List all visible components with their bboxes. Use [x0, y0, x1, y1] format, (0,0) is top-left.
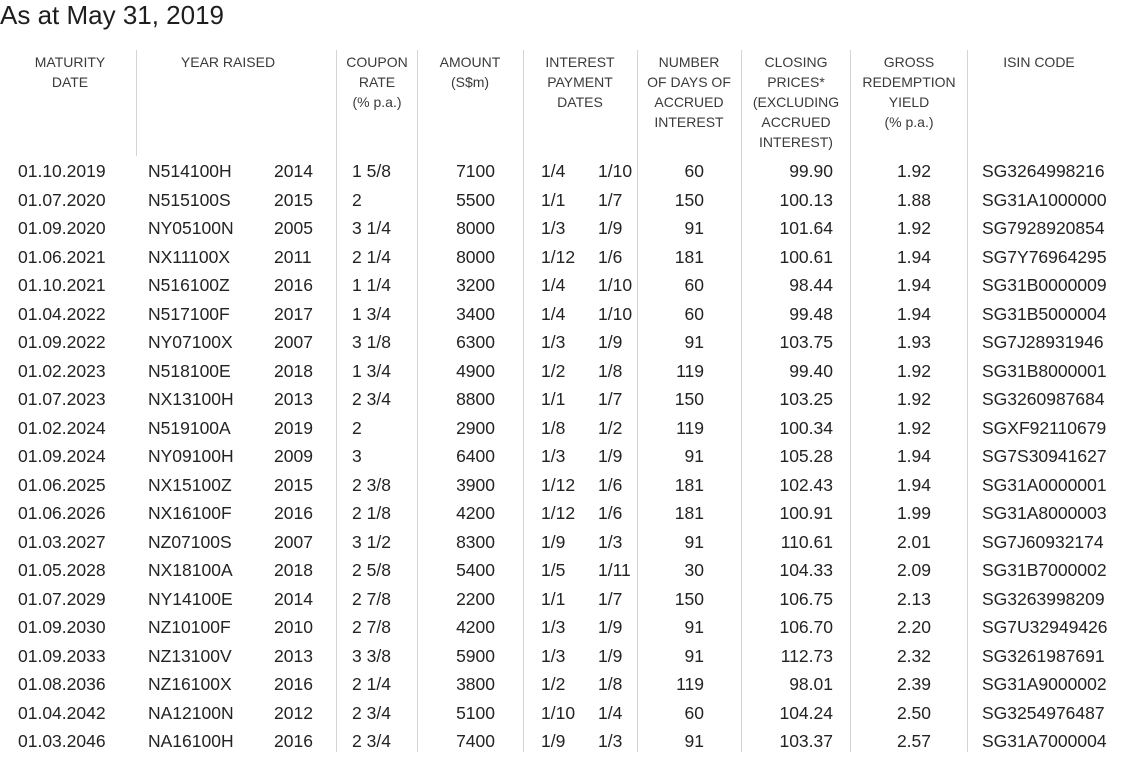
interest-date-1-cell: 1/4 [541, 275, 566, 295]
maturity-date-cell: 01.09.2024 [18, 446, 106, 466]
interest-date-2-cell: 1/6 [598, 503, 623, 523]
interest-date-2-cell: 1/7 [598, 588, 623, 609]
isin-code-cell: SG3254976487 [982, 702, 1105, 723]
isin-code-cell: SG7J60932174 [982, 531, 1104, 552]
issue-code-cell: NZ10100F [148, 617, 231, 637]
amount-cell: 8800 [456, 389, 495, 409]
amount-cell: 4200 [456, 617, 495, 637]
redemption-yield-cell: 1.94 [896, 446, 931, 466]
closing-price-cell: 110.61 [780, 531, 833, 552]
isin-code-cell: SG31A1000000 [982, 189, 1107, 210]
coupon-rate-cell: 2 [352, 417, 362, 438]
accrued-days-cell: 91 [684, 617, 704, 637]
redemption-yield-cell: 2.20 [896, 617, 931, 637]
year-raised-cell: 2007 [274, 332, 313, 352]
closing-price-cell: 98.44 [789, 275, 833, 295]
accrued-days-cell: 91 [684, 218, 704, 238]
redemption-yield-cell: 1.94 [896, 474, 931, 495]
issue-code-cell: NY09100H [148, 446, 234, 466]
interest-date-2-cell: 1/10 [598, 161, 633, 181]
interest-date-2-cell: 1/6 [598, 474, 623, 495]
year-raised-cell: 2018 [274, 360, 313, 381]
redemption-yield-cell: 2.32 [896, 645, 931, 666]
redemption-yield-cell: 1.92 [896, 389, 931, 409]
year-raised-cell: 2009 [274, 446, 313, 466]
closing-price-cell: 102.43 [779, 474, 833, 495]
bond-table-body [0, 157, 1140, 756]
redemption-yield-cell: 2.01 [896, 531, 931, 552]
closing-price-cell: 112.73 [780, 645, 833, 666]
issue-code-cell: N514100H [148, 161, 232, 181]
coupon-rate-cell: 2 3/4 [352, 702, 391, 723]
coupon-rate-cell: 1 5/8 [352, 161, 391, 181]
accrued-days-cell: 60 [684, 161, 704, 181]
coupon-rate-cell: 2 3/4 [352, 731, 391, 751]
table-row [0, 186, 1140, 215]
closing-price-cell: 103.37 [779, 731, 833, 751]
header-interest-payment-dates: INTEREST PAYMENT DATES [545, 54, 615, 110]
accrued-days-cell: 91 [684, 731, 704, 751]
accrued-days-cell: 150 [674, 189, 704, 210]
issue-code-cell: NX16100F [148, 503, 232, 523]
accrued-days-cell: 60 [684, 702, 704, 723]
coupon-rate-cell: 1 3/4 [352, 303, 391, 324]
header-maturity-date: MATURITY DATE [34, 54, 106, 90]
isin-code-cell: SG7Y76964295 [982, 246, 1107, 267]
table-row [0, 727, 1140, 756]
page-title: As at May 31, 2019 [0, 0, 225, 30]
year-raised-cell: 2016 [274, 674, 313, 694]
issue-code-cell: NY07100X [148, 332, 233, 352]
closing-price-cell: 101.64 [779, 218, 833, 238]
table-row [0, 613, 1140, 642]
redemption-yield-cell: 2.50 [896, 702, 931, 723]
accrued-days-cell: 91 [684, 332, 704, 352]
closing-price-cell: 100.91 [779, 503, 833, 523]
table-row [0, 300, 1140, 329]
accrued-days-cell: 91 [684, 645, 704, 666]
maturity-date-cell: 01.06.2021 [18, 246, 106, 267]
year-raised-cell: 2011 [274, 246, 312, 267]
issue-code-cell: NZ16100X [148, 674, 232, 694]
amount-cell: 8000 [456, 246, 495, 267]
closing-price-cell: 99.90 [789, 161, 833, 181]
issue-code-cell: NX11100X [148, 246, 231, 267]
year-raised-cell: 2010 [274, 617, 313, 637]
interest-date-1-cell: 1/3 [541, 218, 566, 238]
column-divider [136, 50, 137, 156]
coupon-rate-cell: 2 7/8 [352, 588, 391, 609]
issue-code-cell: NY14100E [148, 588, 233, 609]
interest-date-2-cell: 1/10 [598, 275, 633, 295]
issue-code-cell: NX15100Z [148, 474, 232, 495]
table-row [0, 670, 1140, 699]
coupon-rate-cell: 1 3/4 [352, 360, 391, 381]
isin-code-cell: SG31A9000002 [982, 674, 1107, 694]
amount-cell: 3200 [456, 275, 495, 295]
maturity-date-cell: 01.02.2023 [18, 360, 106, 381]
issue-code-cell: NX13100H [148, 389, 234, 409]
interest-date-1-cell: 1/9 [541, 531, 566, 552]
table-row [0, 699, 1140, 728]
amount-cell: 5400 [456, 560, 495, 580]
issue-code-cell: N517100F [148, 303, 230, 324]
accrued-days-cell: 181 [674, 503, 704, 523]
isin-code-cell: SG3261987691 [982, 645, 1105, 666]
year-raised-cell: 2007 [274, 531, 313, 552]
table-row [0, 357, 1140, 386]
redemption-yield-cell: 1.92 [896, 360, 931, 381]
table-row [0, 214, 1140, 243]
maturity-date-cell: 01.10.2021 [18, 275, 106, 295]
table-row [0, 499, 1140, 528]
maturity-date-cell: 01.09.2033 [18, 645, 106, 666]
redemption-yield-cell: 1.88 [896, 189, 931, 210]
maturity-date-cell: 01.05.2028 [18, 560, 106, 580]
header-amount: AMOUNT (S$m) [439, 54, 501, 90]
issue-code-cell: NA12100N [148, 702, 234, 723]
accrued-days-cell: 30 [684, 560, 704, 580]
table-row [0, 414, 1140, 443]
accrued-days-cell: 60 [684, 303, 704, 324]
maturity-date-cell: 01.03.2046 [18, 731, 106, 751]
header-closing-prices: CLOSING PRICES* (EXCLUDING ACCRUED INTEREST) [752, 54, 840, 150]
year-raised-cell: 2018 [274, 560, 313, 580]
interest-date-2-cell: 1/6 [598, 246, 623, 267]
accrued-days-cell: 91 [684, 531, 704, 552]
closing-price-cell: 104.33 [779, 560, 833, 580]
year-raised-cell: 2005 [274, 218, 313, 238]
year-raised-cell: 2014 [274, 588, 313, 609]
isin-code-cell: SG31A8000003 [982, 503, 1107, 523]
closing-price-cell: 99.48 [789, 303, 833, 324]
interest-date-1-cell: 1/9 [541, 731, 566, 751]
closing-price-cell: 103.25 [779, 389, 833, 409]
header-gross-redemption-yield: GROSS REDEMPTION YIELD (% p.a.) [862, 54, 956, 130]
isin-code-cell: SG7S30941627 [982, 446, 1107, 466]
maturity-date-cell: 01.07.2023 [18, 389, 106, 409]
interest-date-1-cell: 1/1 [541, 588, 566, 609]
year-raised-cell: 2017 [274, 303, 313, 324]
amount-cell: 2900 [456, 417, 495, 438]
maturity-date-cell: 01.06.2025 [18, 474, 106, 495]
isin-code-cell: SG31B7000002 [982, 560, 1107, 580]
issue-code-cell: N516100Z [148, 275, 230, 295]
interest-date-1-cell: 1/10 [541, 702, 576, 723]
year-raised-cell: 2012 [274, 702, 313, 723]
redemption-yield-cell: 2.57 [896, 731, 931, 751]
redemption-yield-cell: 1.94 [896, 275, 931, 295]
maturity-date-cell: 01.09.2020 [18, 218, 106, 238]
amount-cell: 4200 [456, 503, 495, 523]
interest-date-1-cell: 1/12 [541, 503, 576, 523]
accrued-days-cell: 181 [674, 246, 704, 267]
year-raised-cell: 2014 [274, 161, 313, 181]
issue-code-cell: NZ07100S [148, 531, 232, 552]
header-year-raised: YEAR RAISED [180, 54, 276, 70]
interest-date-1-cell: 1/8 [541, 417, 566, 438]
interest-date-1-cell: 1/3 [541, 617, 566, 637]
header-coupon-rate: COUPON RATE (% p.a.) [346, 54, 408, 110]
maturity-date-cell: 01.06.2026 [18, 503, 106, 523]
year-raised-cell: 2016 [274, 731, 313, 751]
interest-date-2-cell: 1/2 [598, 417, 623, 438]
closing-price-cell: 99.40 [789, 360, 833, 381]
interest-date-1-cell: 1/5 [541, 560, 566, 580]
isin-code-cell: SG31A0000001 [982, 474, 1107, 495]
maturity-date-cell: 01.04.2042 [18, 702, 106, 723]
year-raised-cell: 2013 [274, 389, 313, 409]
interest-date-1-cell: 1/2 [541, 674, 566, 694]
coupon-rate-cell: 2 3/4 [352, 389, 391, 409]
header-isin-code: ISIN CODE [1003, 54, 1075, 70]
table-row [0, 271, 1140, 300]
isin-code-cell: SGXF92110679 [982, 417, 1107, 438]
isin-code-cell: SG7928920854 [982, 218, 1105, 238]
coupon-rate-cell: 2 1/4 [352, 674, 391, 694]
amount-cell: 7100 [456, 161, 495, 181]
accrued-days-cell: 60 [684, 275, 704, 295]
closing-price-cell: 100.61 [779, 246, 833, 267]
amount-cell: 4900 [456, 360, 495, 381]
redemption-yield-cell: 1.94 [896, 246, 931, 267]
amount-cell: 5500 [456, 189, 495, 210]
interest-date-2-cell: 1/10 [598, 303, 633, 324]
issue-code-cell: NZ13100V [148, 645, 232, 666]
interest-date-2-cell: 1/7 [598, 189, 623, 210]
table-row [0, 471, 1140, 500]
year-raised-cell: 2015 [274, 189, 313, 210]
closing-price-cell: 106.75 [779, 588, 833, 609]
issue-code-cell: N519100A [148, 417, 231, 438]
year-raised-cell: 2016 [274, 503, 313, 523]
year-raised-cell: 2015 [274, 474, 313, 495]
redemption-yield-cell: 1.93 [896, 332, 931, 352]
isin-code-cell: SG3260987684 [982, 389, 1105, 409]
table-row [0, 328, 1140, 357]
amount-cell: 2200 [456, 588, 495, 609]
coupon-rate-cell: 1 1/4 [352, 275, 391, 295]
table-row [0, 528, 1140, 557]
amount-cell: 8000 [456, 218, 495, 238]
interest-date-1-cell: 1/4 [541, 303, 566, 324]
coupon-rate-cell: 3 1/4 [352, 218, 391, 238]
maturity-date-cell: 01.10.2019 [18, 161, 106, 181]
redemption-yield-cell: 1.92 [896, 218, 931, 238]
interest-date-1-cell: 1/3 [541, 645, 566, 666]
isin-code-cell: SG7U32949426 [982, 617, 1108, 637]
interest-date-1-cell: 1/12 [541, 246, 576, 267]
coupon-rate-cell: 3 [352, 446, 362, 466]
redemption-yield-cell: 2.13 [896, 588, 931, 609]
interest-date-1-cell: 1/2 [541, 360, 566, 381]
isin-code-cell: SG31B8000001 [982, 360, 1107, 381]
amount-cell: 3800 [456, 674, 495, 694]
coupon-rate-cell: 2 7/8 [352, 617, 391, 637]
interest-date-2-cell: 1/9 [598, 645, 623, 666]
isin-code-cell: SG31A7000004 [982, 731, 1107, 751]
coupon-rate-cell: 2 1/8 [352, 503, 391, 523]
interest-date-2-cell: 1/3 [598, 531, 623, 552]
issue-code-cell: NY05100N [148, 218, 234, 238]
maturity-date-cell: 01.09.2022 [18, 332, 106, 352]
interest-date-1-cell: 1/3 [541, 332, 566, 352]
maturity-date-cell: 01.04.2022 [18, 303, 106, 324]
coupon-rate-cell: 2 5/8 [352, 560, 391, 580]
isin-code-cell: SG31B5000004 [982, 303, 1107, 324]
issue-code-cell: N515100S [148, 189, 231, 210]
interest-date-1-cell: 1/12 [541, 474, 576, 495]
closing-price-cell: 105.28 [779, 446, 833, 466]
isin-code-cell: SG31B0000009 [982, 275, 1107, 295]
interest-date-1-cell: 1/1 [541, 389, 566, 409]
year-raised-cell: 2016 [274, 275, 313, 295]
year-raised-cell: 2019 [274, 417, 313, 438]
closing-price-cell: 100.34 [779, 417, 833, 438]
accrued-days-cell: 119 [676, 360, 704, 381]
interest-date-2-cell: 1/9 [598, 617, 623, 637]
amount-cell: 3400 [456, 303, 495, 324]
amount-cell: 8300 [456, 531, 495, 552]
amount-cell: 6400 [456, 446, 495, 466]
accrued-days-cell: 119 [676, 417, 704, 438]
interest-date-1-cell: 1/4 [541, 161, 566, 181]
redemption-yield-cell: 1.92 [896, 161, 931, 181]
accrued-days-cell: 150 [674, 389, 704, 409]
closing-price-cell: 98.01 [789, 674, 833, 694]
redemption-yield-cell: 2.39 [896, 674, 931, 694]
coupon-rate-cell: 3 1/8 [352, 332, 391, 352]
header-days-accrued: NUMBER OF DAYS OF ACCRUED INTEREST [647, 54, 731, 130]
coupon-rate-cell: 3 3/8 [352, 645, 391, 666]
closing-price-cell: 106.70 [779, 617, 833, 637]
closing-price-cell: 100.13 [779, 189, 833, 210]
maturity-date-cell: 01.08.2036 [18, 674, 106, 694]
interest-date-2-cell: 1/11 [598, 560, 631, 580]
interest-date-2-cell: 1/9 [598, 332, 623, 352]
interest-date-2-cell: 1/9 [598, 218, 623, 238]
closing-price-cell: 103.75 [779, 332, 833, 352]
accrued-days-cell: 181 [674, 474, 704, 495]
interest-date-2-cell: 1/7 [598, 389, 623, 409]
interest-date-2-cell: 1/4 [598, 702, 623, 723]
maturity-date-cell: 01.07.2020 [18, 189, 106, 210]
closing-price-cell: 104.24 [779, 702, 833, 723]
table-row [0, 243, 1140, 272]
interest-date-2-cell: 1/8 [598, 360, 623, 381]
table-row [0, 642, 1140, 671]
coupon-rate-cell: 3 1/2 [352, 531, 391, 552]
amount-cell: 3900 [456, 474, 495, 495]
interest-date-2-cell: 1/9 [598, 446, 623, 466]
accrued-days-cell: 150 [674, 588, 704, 609]
coupon-rate-cell: 2 [352, 189, 362, 210]
table-row [0, 556, 1140, 585]
maturity-date-cell: 01.03.2027 [18, 531, 106, 552]
interest-date-1-cell: 1/3 [541, 446, 566, 466]
coupon-rate-cell: 2 3/8 [352, 474, 391, 495]
issue-code-cell: N518100E [148, 360, 231, 381]
interest-date-2-cell: 1/8 [598, 674, 623, 694]
isin-code-cell: SG3263998209 [982, 588, 1105, 609]
amount-cell: 7400 [456, 731, 495, 751]
accrued-days-cell: 91 [684, 446, 704, 466]
table-row [0, 585, 1140, 614]
table-row [0, 157, 1140, 186]
coupon-rate-cell: 2 1/4 [352, 246, 391, 267]
redemption-yield-cell: 1.94 [896, 303, 931, 324]
isin-code-cell: SG7J28931946 [982, 332, 1104, 352]
issue-code-cell: NX18100A [148, 560, 233, 580]
isin-code-cell: SG3264998216 [982, 161, 1105, 181]
redemption-yield-cell: 2.09 [896, 560, 931, 580]
maturity-date-cell: 01.09.2030 [18, 617, 106, 637]
maturity-date-cell: 01.07.2029 [18, 588, 106, 609]
amount-cell: 5900 [456, 645, 495, 666]
year-raised-cell: 2013 [274, 645, 313, 666]
amount-cell: 5100 [456, 702, 495, 723]
table-row [0, 442, 1140, 471]
maturity-date-cell: 01.02.2024 [18, 417, 106, 438]
redemption-yield-cell: 1.92 [896, 417, 931, 438]
amount-cell: 6300 [456, 332, 495, 352]
interest-date-2-cell: 1/3 [598, 731, 623, 751]
table-row [0, 385, 1140, 414]
accrued-days-cell: 119 [676, 674, 704, 694]
issue-code-cell: NA16100H [148, 731, 234, 751]
interest-date-1-cell: 1/1 [541, 189, 566, 210]
redemption-yield-cell: 1.99 [896, 503, 931, 523]
